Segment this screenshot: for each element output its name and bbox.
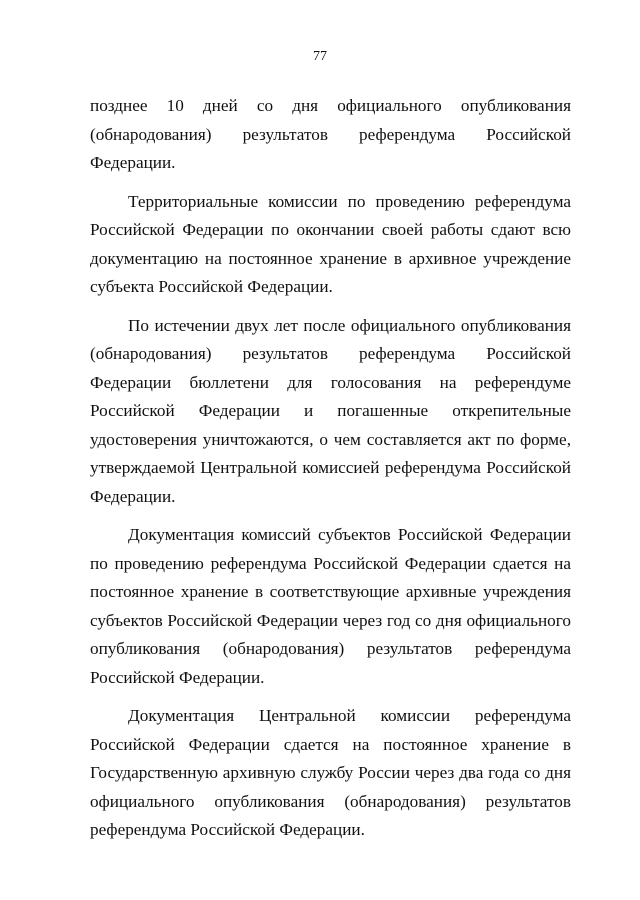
document-body [90,92,571,855]
paragraph-territorial-commissions: Территориальные комиссии по проведению референдума Российской Федерации по окончании своей работы сдают всю документацию на постоянное хранение в архивное учреждение субъекта Российской Федерации. [90,191,571,296]
paragraph-continuation: позднее 10 дней со дня официального опубликования (обнародования) результатов референдума Российской Федерации. [90,96,571,172]
paragraph-ballot-destruction: По истечении двух лет после официального опубликования (обнародования) результатов референдума Российской Федерации бюллетени для голосования на референдуме Российской Федерации и погашенные открепительные удостоверения уничтожаются, о чем составляется акт по форме, утверждаемой Центральной комиссией референдума Российской Федерации. [90,315,571,506]
paragraph-subject-commissions: Документация комиссий субъектов Российской Федерации по проведению референдума Российской Федерации сдается на постоянное хранение в соответствующие архивные учреждения субъектов Российской Федерации через год со дня официального опубликования (обнародования) результатов референдума Российской Федерации. [90,525,571,687]
page-number: 77 [313,49,327,64]
paragraph-central-commission: Документация Центральной комиссии референдума Российской Федерации сдается на постоянное хранение в Государственную архивную службу России через два года со дня официального опубликования (обнародования) результатов референдума Российской Федерации. [90,706,571,839]
